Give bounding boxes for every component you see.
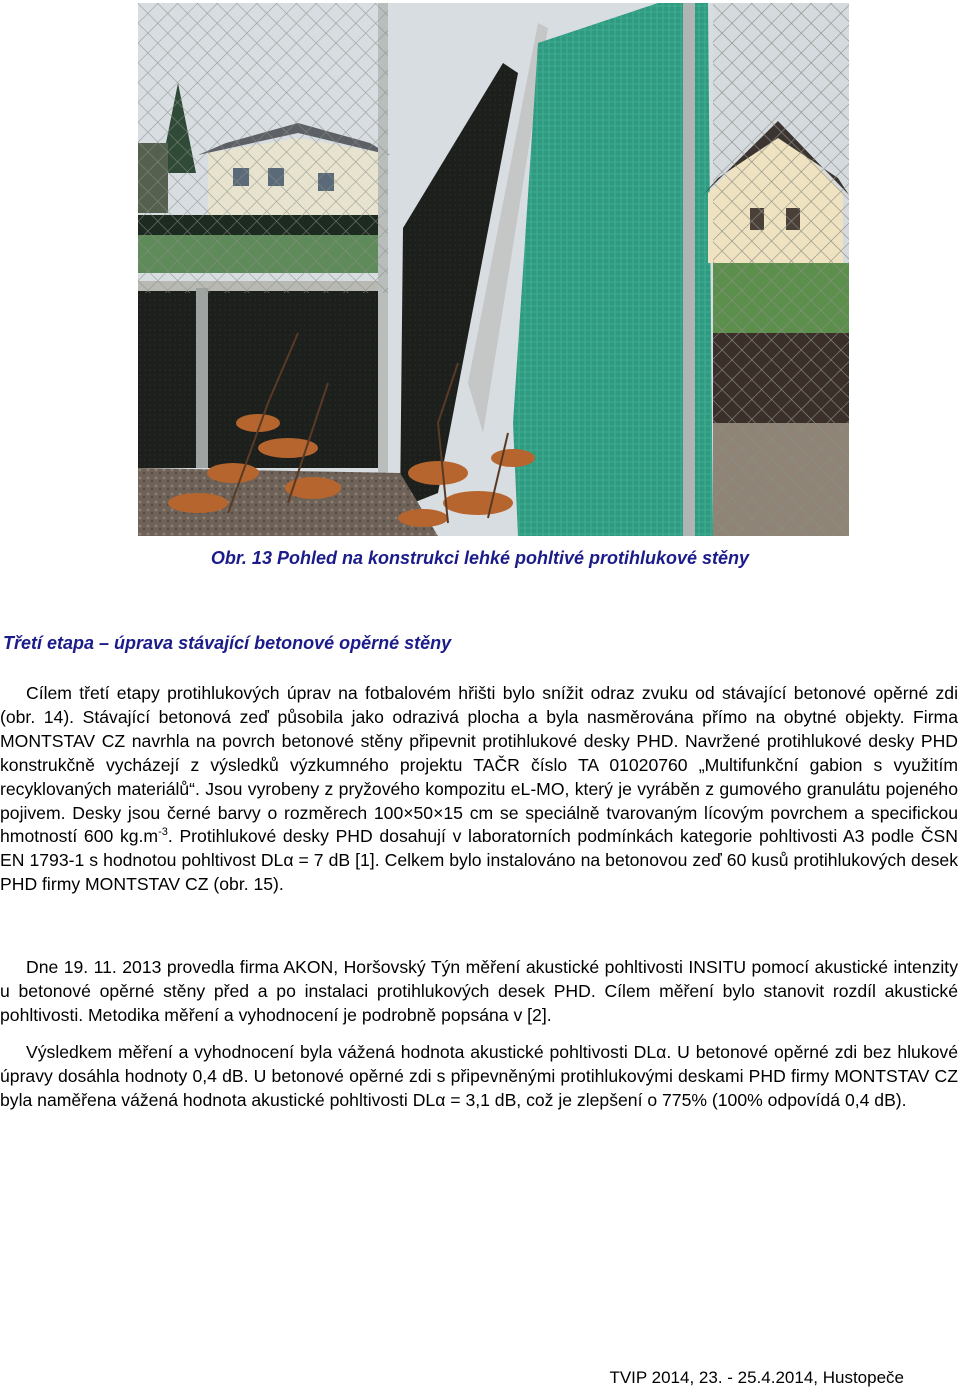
paragraph-1 bbox=[0, 682, 958, 897]
paragraph-3 bbox=[0, 1041, 958, 1113]
steel-post bbox=[196, 288, 208, 468]
page-footer: TVIP 2014, 23. - 25.4.2014, Hustopeče bbox=[609, 1368, 904, 1387]
paragraph-3-text: Výsledkem měření a vyhodnocení byla vážená hodnota akustické pohltivosti DLα. U betonové opěrné zdi bez hlukové úpravy dosáhla hodnoty 0,4 dB. U betonové opěrné zdi s připevněnými protihlukovými deskami PHD firmy MONTSTAV CZ byla naměřena vážená hodnota akustické pohltivosti DLα = 3,1 dB, což je zlepšení o 775% (100% odpovídá 0,4 dB). bbox=[0, 1042, 958, 1110]
chain-link-fence-left bbox=[138, 3, 388, 293]
photo-illustration bbox=[138, 3, 849, 536]
figure-caption: Obr. 13 Pohled na konstrukci lehké pohltivé protihlukové stěny bbox=[210, 548, 750, 568]
paragraph-2-text: Dne 19. 11. 2013 provedla firma AKON, Horšovský Týn měření akustické pohltivosti INSITU pomocí akustické intenzity u betonové opěrné stěny před a po instalaci protihlukových desek PHD. Cílem měření bylo stanovit rozdíl akustické pohltivosti. Metodika měření a vyhodnocení je podrobně popsána v [2]. bbox=[0, 957, 958, 1025]
figure-photo bbox=[138, 3, 849, 536]
chain-link-fence bbox=[713, 3, 849, 536]
superscript-exponent: -3 bbox=[158, 826, 168, 839]
paragraph-1-text-continued: . Protihlukové desky PHD dosahují v laboratorních podmínkách kategorie pohltivosti A3 podle ČSN EN 1793-1 s hodnotou pohltivost DLα = 7 dB [1]. Celkem bylo instalováno na betonovou zeď 60 kusů protihlukových desek PHD firmy MONTSTAV CZ (obr. 15). bbox=[0, 826, 958, 895]
paragraph-2 bbox=[0, 956, 958, 1028]
paragraph-1-text: Cílem třetí etapy protihlukových úprav na fotbalovém hřišti bylo snížit odraz zvuku od stávající betonové opěrné zdi (obr. 14). Stávající betonová zeď působila jako odrazivá plocha a byla nasměrována přímo na obytné objekty. Firma MONTSTAV CZ navrhla na povrch betonové stěny připevnit protihlukové desky PHD. Navržené protihlukové desky PHD konstrukčně vycházejí z výsledků výzkumného projektu TAČR číslo TA 01020760 „Multifunkční gabion s využitím recyklovaných materiálů“. Jsou vyrobeny z pryžového kompozitu eL-MO, který je vyráběn z gumového granulátu pojeného pojivem. Desky jsou černé barvy o rozměrech 100×50×15 cm se speciálně tvarovaným lícovým povrchem a specifickou hmotností 600 kg.m bbox=[0, 683, 958, 847]
section-heading: Třetí etapa – úprava stávající betonové opěrné stěny bbox=[3, 633, 452, 653]
net-pole bbox=[683, 3, 695, 536]
phd-panels bbox=[138, 288, 388, 468]
